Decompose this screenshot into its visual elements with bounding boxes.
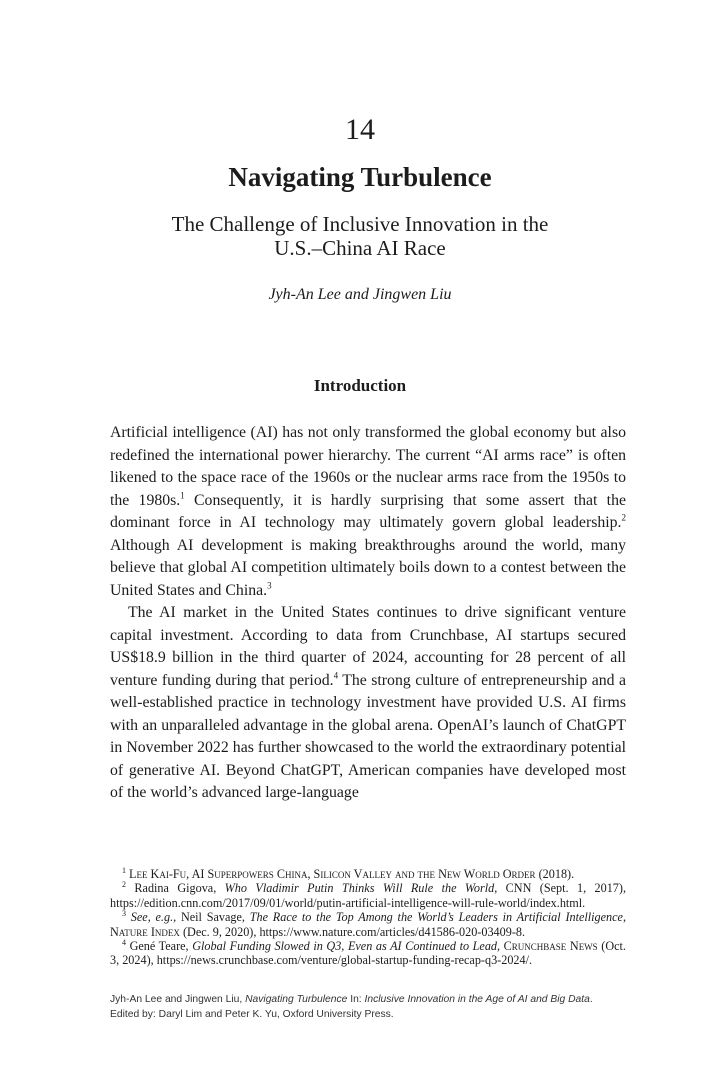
chapter-number: 14 [345, 113, 375, 146]
paragraph-2 [110, 602, 626, 805]
footnote-ref-3[interactable]: 3 [267, 580, 272, 591]
footnote-article-title: Global Funding Slowed in Q3, Even as AI Continued to Lead [192, 939, 498, 954]
chapter-title: Navigating Turbulence [228, 162, 492, 192]
footnote-citation-tail[interactable]: (Dec. 9, 2020), https://www.nature.com/articles/d41586-020-03409-8. [179, 924, 526, 939]
footnote-publication: Crunchbase News [503, 939, 598, 954]
paragraph-2-part-b: The strong culture of entrepreneurship and a well-established practice in technology investment have provided U.S. AI firms with an unparalleled advantage in the global arena. OpenAI’s launch of ChatGPT in November 2022 has further showcased to the world the extraordinary potential of generative AI. Beyond ChatGPT, American companies have developed most of the world’s advanced large-language [110, 671, 627, 801]
paragraph-1 [110, 422, 626, 602]
footnote-author: Gené Teare, [129, 939, 193, 954]
footnote-number: 4 [122, 937, 126, 947]
footnote-ref-4[interactable]: 4 [333, 670, 339, 681]
footnote-citation-tail: (2018). [535, 867, 575, 881]
footer-book-title: Inclusive Innovation in the Age of AI and Big Data [364, 994, 590, 1005]
footnote-3 [110, 910, 626, 939]
footnote-author: , Neil Savage, [173, 910, 250, 925]
footnote-2 [110, 881, 626, 910]
footnote-ref-1[interactable]: 1 [180, 490, 185, 501]
page-footer [110, 992, 610, 1022]
chapter-subtitle: The Challenge of Inclusive Innovation in the U.S.–China AI Race [171, 212, 549, 260]
footer-authors: Jyh-An Lee and Jingwen Liu, [110, 994, 246, 1005]
footnote-number: 1 [122, 865, 126, 875]
footnote-citation: Lee Kai-Fu, AI Superpowers China, Silicon Valley and the New World Order [129, 867, 536, 881]
footer-editors: . Edited by: Daryl Lim and Peter K. Yu, Oxford University Press. [110, 994, 593, 1020]
footer-in-label: In: [347, 994, 365, 1005]
footnote-4 [110, 939, 626, 968]
section-heading: Introduction [313, 376, 407, 395]
footnote-citation-tail[interactable]: (Oct. 3, 2024), https://news.crunchbase.com/venture/global-startup-funding-recap-q3-2024/. [110, 939, 626, 968]
footer-chapter-title: Navigating Turbulence [245, 994, 348, 1005]
chapter-authors: Jyh-An Lee and Jingwen Liu [268, 286, 452, 303]
paragraph-1-part-c: Although AI development is making breakthroughs around the world, many believe that global AI competition ultimately boils down to a contest between the United States and China. [110, 536, 626, 599]
paragraph-2-part-a: The AI market in the United States continues to drive significant venture capital investment. According to data from Crunchbase, AI startups secured US$18.9 billion in the third quarter of 2024, accounting for 28 percent of all venture funding during that period. [110, 604, 626, 689]
footnote-number: 2 [122, 880, 126, 890]
footnote-author: Radina Gigova, [134, 881, 225, 896]
footnote-1 [110, 867, 626, 881]
footnote-article-title: The Race to the Top Among the World’s Leaders in Artificial Intelligence [249, 910, 623, 925]
footnote-publication: Nature Index [110, 924, 180, 939]
footnote-separator: , [497, 939, 504, 954]
footnote-signal: See, e.g. [130, 910, 174, 925]
paragraph-1-part-a: Artificial intelligence (AI) has not only transformed the global economy but also redefined the international power hierarchy. The current “AI arms race” is often likened to the space race of the 1960s or the nuclear arms race from the 1950s to the 1980s. [110, 424, 626, 509]
paragraph-1-part-b: Consequently, it is hardly surprising that some assert that the dominant force in AI technology may ultimately govern global leadership. [110, 491, 626, 531]
footnote-separator: , [622, 910, 627, 925]
footnotes [110, 867, 626, 968]
footnote-citation-tail[interactable]: , CNN (Sept. 1, 2017), https://edition.cnn.com/2017/09/01/world/putin-artificial-intelligence-will-rule-world/index.html. [110, 881, 626, 910]
footnote-ref-2[interactable]: 2 [621, 512, 626, 523]
footnote-article-title: Who Vladimir Putin Thinks Will Rule the World [224, 881, 495, 896]
footnote-number: 3 [122, 909, 126, 919]
body-text [110, 422, 626, 805]
